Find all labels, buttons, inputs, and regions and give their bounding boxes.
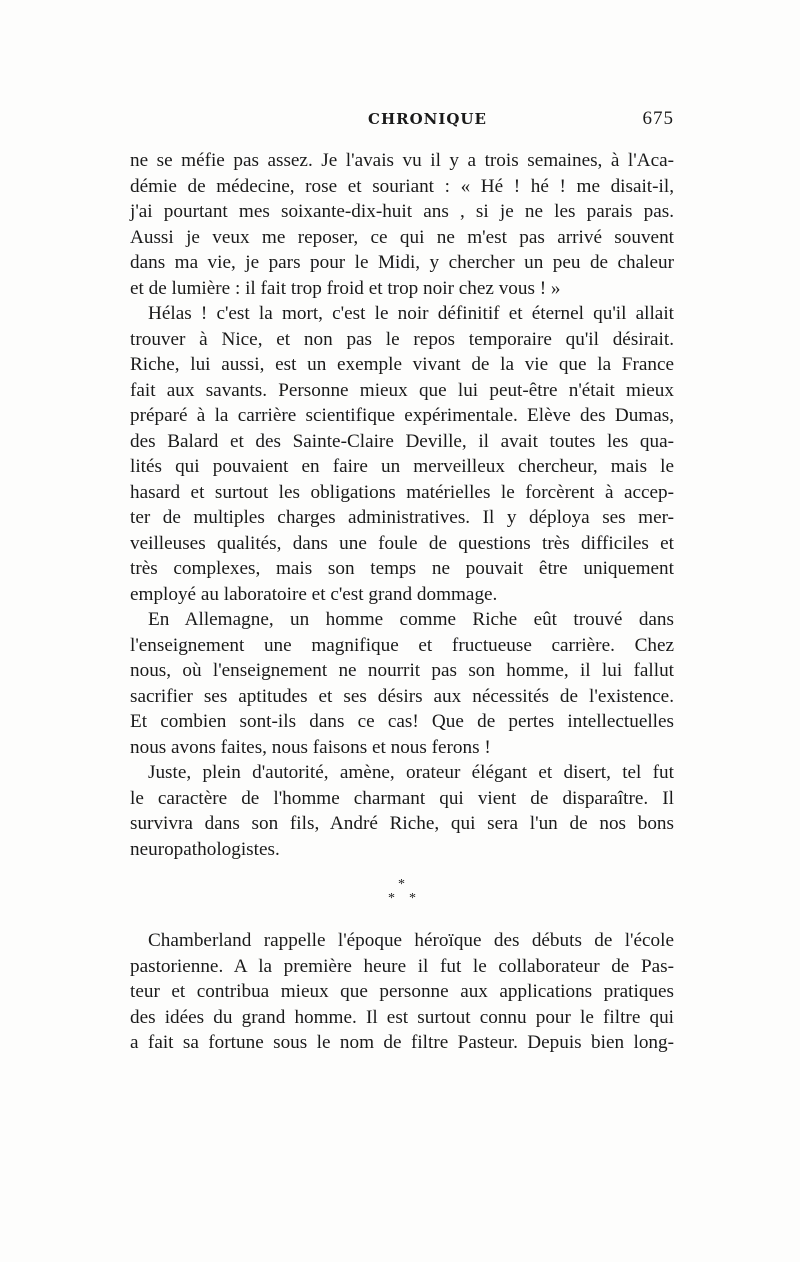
text-line: neuropathologistes. — [130, 838, 280, 860]
text-line: employé au laboratoire et c'est grand dommage. — [130, 583, 498, 605]
text-line: nous, où l'enseignement ne nourrit pas son homme, il lui fallut — [130, 660, 674, 681]
text-line: ne se méfie pas assez. Je l'avais vu il y a trois semaines, à l'Aca- — [130, 150, 674, 171]
text-line: démie de médecine, rose et souriant : « Hé ! hé ! me disait-il, — [130, 175, 674, 197]
text-line: fait aux savants. Personne mieux que lui peut-être n'était mieux — [130, 379, 674, 401]
text-line: En Allemagne, un homme comme Riche eût trouvé dans — [148, 609, 674, 630]
text-line: j'ai pourtant mes soixante-dix-huit ans , si je ne les parais pas. — [130, 201, 674, 222]
text-line: et de lumière : il fait trop froid et trop noir chez vous ! » — [130, 277, 561, 299]
paragraph-1 — [130, 148, 674, 301]
text-line: nous avons faites, nous faisons et nous ferons ! — [130, 736, 491, 758]
text-line: des Balard et des Sainte-Claire Deville, il avait toutes les qua- — [130, 430, 674, 452]
text-line: des idées du grand homme. Il est surtout connu pour le filtre qui — [130, 1006, 674, 1028]
text-line: lités qui pouvaient en faire un merveilleux chercheur, mais le — [130, 456, 674, 477]
text-line: hasard et surtout les obligations matérielles le forcèrent à accep- — [130, 481, 674, 503]
text-line: teur et contribua mieux que personne aux applications pratiques — [130, 981, 674, 1002]
text-line: Riche, lui aussi, est un exemple vivant de la vie que la France — [130, 354, 674, 375]
text-line: pastorienne. A la première heure il fut le collaborateur de Pas- — [130, 955, 674, 977]
paragraph-5 — [130, 928, 674, 1056]
text-line: survivra dans son fils, André Riche, qui sera l'un de nos bons — [130, 813, 674, 834]
text-line: très complexes, mais son temps ne pouvait être uniquement — [130, 558, 674, 579]
text-line: sacrifier ses aptitudes et ses désirs aux nécessités de l'existence. — [130, 685, 674, 707]
body-text — [130, 148, 674, 1056]
text-line: a fait sa fortune sous le nom de filtre Pasteur. Depuis bien long- — [130, 1032, 674, 1053]
section-break-asterism — [130, 868, 674, 928]
text-line: Aussi je veux me reposer, ce qui ne m'est pas arrivé souvent — [130, 226, 674, 248]
text-line: dans ma vie, je pars pour le Midi, y chercher un peu de chaleur — [130, 252, 674, 273]
text-line: préparé à la carrière scientifique expérimentale. Elève des Dumas, — [130, 405, 674, 426]
text-line: trouver à Nice, et non pas le repos temporaire qu'il désirait. — [130, 328, 674, 350]
text-line: Et combien sont-ils dans ce cas! Que de pertes intellectuelles — [130, 711, 674, 732]
asterisk: * — [388, 891, 395, 906]
running-head: CHRONIQUE — [368, 110, 487, 128]
paragraph-2 — [130, 301, 674, 607]
text-line: le caractère de l'homme charmant qui vient de disparaître. Il — [130, 787, 674, 809]
page-number: 675 — [642, 108, 674, 129]
paragraph-4 — [130, 760, 674, 862]
text-line: Chamberland rappelle l'époque héroïque des débuts de l'école — [148, 930, 674, 951]
text-line: l'enseignement une magnifique et fructueuse carrière. Chez — [130, 634, 674, 656]
text-line: Juste, plein d'autorité, amène, orateur élégant et disert, tel fut — [148, 762, 674, 783]
text-line: veilleuses qualités, dans une foule de questions très difficiles et — [130, 532, 674, 554]
asterisk: * — [409, 891, 416, 906]
asterisk: * — [398, 877, 405, 892]
paragraph-3 — [130, 607, 674, 760]
page-header — [130, 108, 674, 136]
text-line: Hélas ! c'est la mort, c'est le noir définitif et éternel qu'il allait — [148, 303, 674, 324]
text-line: ter de multiples charges administratives. Il y déploya ses mer- — [130, 507, 674, 528]
